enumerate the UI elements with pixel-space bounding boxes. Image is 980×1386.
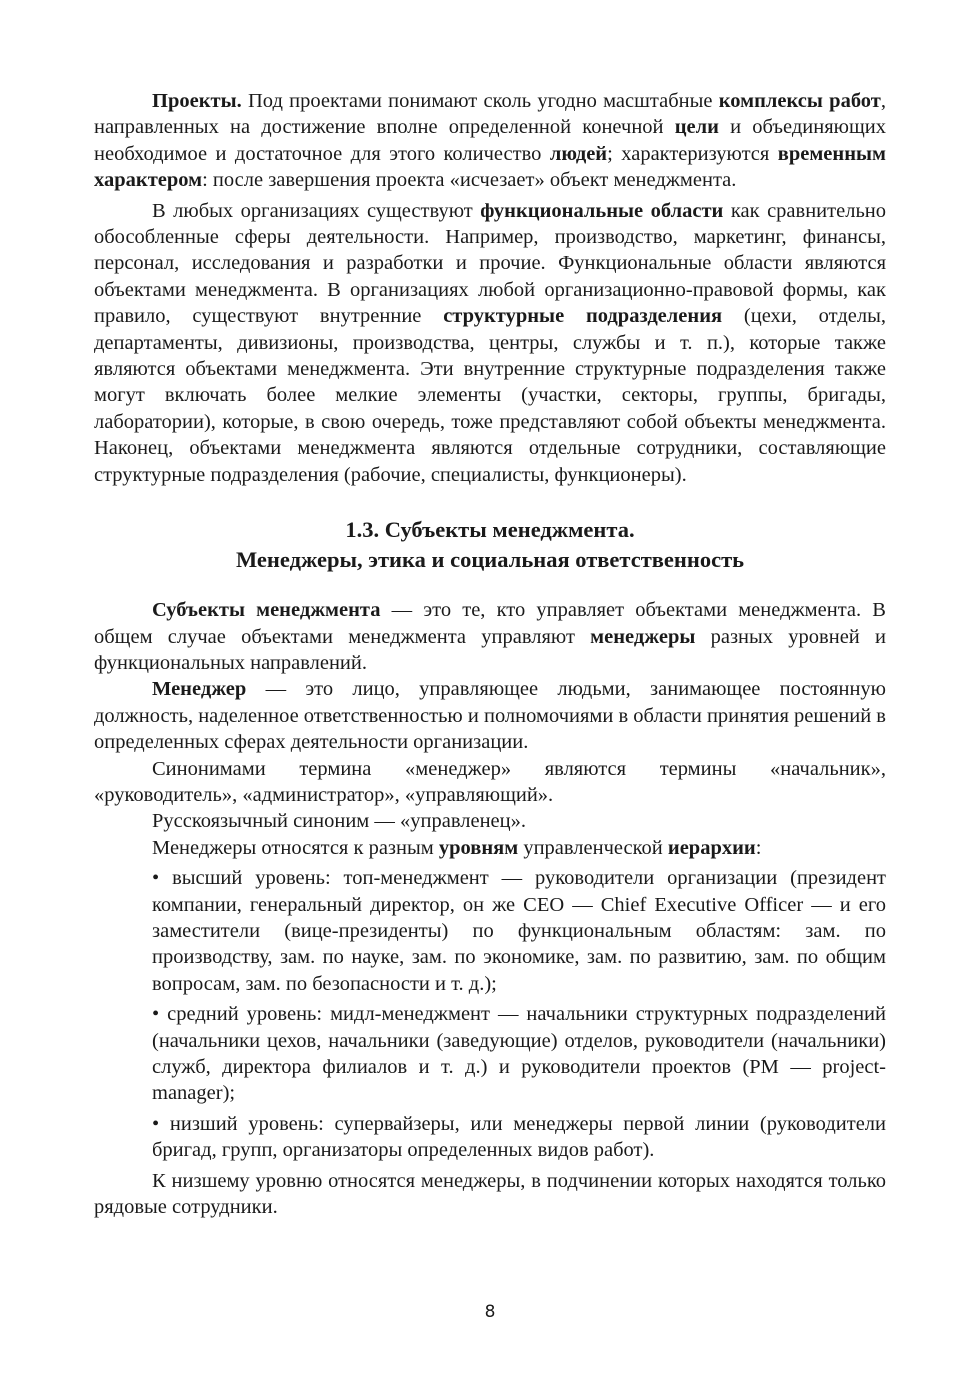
section-heading bbox=[94, 515, 886, 575]
page-content bbox=[94, 88, 886, 1220]
list-item-top-level: • высший уровень: топ-менеджмент — руководители организации (президент компании, генеральный директор, он же CEO — Chief Executive Officer — и его заместители (вице-президенты) по функциональным областям: зам. по производству, зам. по науке, зам. по экономике, зам. по развитию, зам. по общим вопросам, зам. по безопасности и т. д.); bbox=[152, 867, 886, 995]
section-heading-line-1: 1.3. Субъекты менеджмента. bbox=[345, 517, 635, 543]
paragraph-functional-areas: В любых организациях существуют функциональные области как сравнительно обособленные сферы деятельности. Например, производство, маркетинг, финансы, персонал, исследования и разработки и прочие. Функциональные области являются объектами менеджмента. В организациях любой организационно-правовой формы, как правило, существуют внутренние структурные подразделения (цехи, отделы, департаменты, дивизионы, производства, центры, службы и т. п.), которые также являются объектами менеджмента. Эти внутренние структурные подразделения также могут включать более мелкие элементы (участки, секторы, группы, бригады, лаборатории), которые, в свою очередь, тоже представляют собой объекты менеджмента. Наконец, объектами менеджмента являются отдельные сотрудники, составляющие структурные подразделения (рабочие, специалисты, функционеры). bbox=[94, 199, 887, 486]
term-manager: Менеджер bbox=[152, 678, 247, 701]
term-structural-units: структурные подразделения bbox=[443, 305, 723, 328]
section-heading-line-2: Менеджеры, этика и социальная ответственность bbox=[235, 547, 745, 573]
paragraph-synonyms: Синонимами термина «менеджер» являются термины «начальник», «руководитель», «администратор», «управляющий». bbox=[94, 757, 886, 806]
paragraph-projects: Проекты. Под проектами понимают сколь угодно масштабные комплексы работ, направленных на достижение вполне определенной конечной цели и объединяющих необходимое и достаточное для этого количество людей; характеризуются временным характером: после завершения проекта «исчезает» объект менеджмента. bbox=[94, 90, 886, 192]
list-item-middle-level: • средний уровень: мидл-менеджмент — начальники структурных подразделений (начальники цехов, начальники (заведующие) отделов, руководители (начальники) служб, директора филиалов и т. д.) и руководители проектов (PM — project-manager); bbox=[152, 1003, 886, 1105]
paragraph-manager: Менеджер — это лицо, управляющее людьми, занимающее постоянную должность, наделенное ответственностью и полномочиями в области принятия решений в определенных сферах деятельности организации. bbox=[94, 678, 886, 754]
paragraph-lowest-level: К низшему уровню относятся менеджеры, в подчинении которых находятся только рядовые сотрудники. bbox=[94, 1169, 886, 1219]
bullet-icon: • bbox=[152, 1003, 160, 1026]
bullet-icon: • bbox=[152, 1112, 160, 1135]
list-item-lower-level: • низший уровень: супервайзеры, или менеджеры первой линии (руководители бригад, групп, организаторы определенных видов работ). bbox=[152, 1112, 886, 1162]
paragraph-levels: Менеджеры относятся к разным уровням управленческой иерархии: bbox=[152, 836, 762, 859]
bullet-icon: • bbox=[152, 867, 160, 890]
page-number: 8 bbox=[484, 1302, 496, 1322]
term-hierarchy: иерархии bbox=[667, 836, 756, 859]
term-functional-areas: функциональные области bbox=[480, 199, 724, 222]
term-people: людей bbox=[549, 142, 608, 165]
term-subjects: Субъекты менеджмента bbox=[152, 599, 381, 622]
paragraph-subjects: Субъекты менеджмента — это те, кто управляет объектами менеджмента. В общем случае объектами менеджмента управляют менеджеры разных уровней и функциональных направлений. bbox=[94, 599, 887, 674]
term-managers: менеджеры bbox=[590, 625, 696, 648]
term-projects: Проекты. bbox=[152, 90, 242, 112]
paragraph-russian-synonym: Русскоязычный синоним — «управленец». bbox=[152, 810, 527, 833]
term-work-complexes: комплексы работ bbox=[718, 90, 881, 112]
term-temporary: временным характером bbox=[94, 142, 886, 192]
term-goal: цели bbox=[674, 116, 719, 139]
term-levels: уровням bbox=[438, 836, 519, 859]
